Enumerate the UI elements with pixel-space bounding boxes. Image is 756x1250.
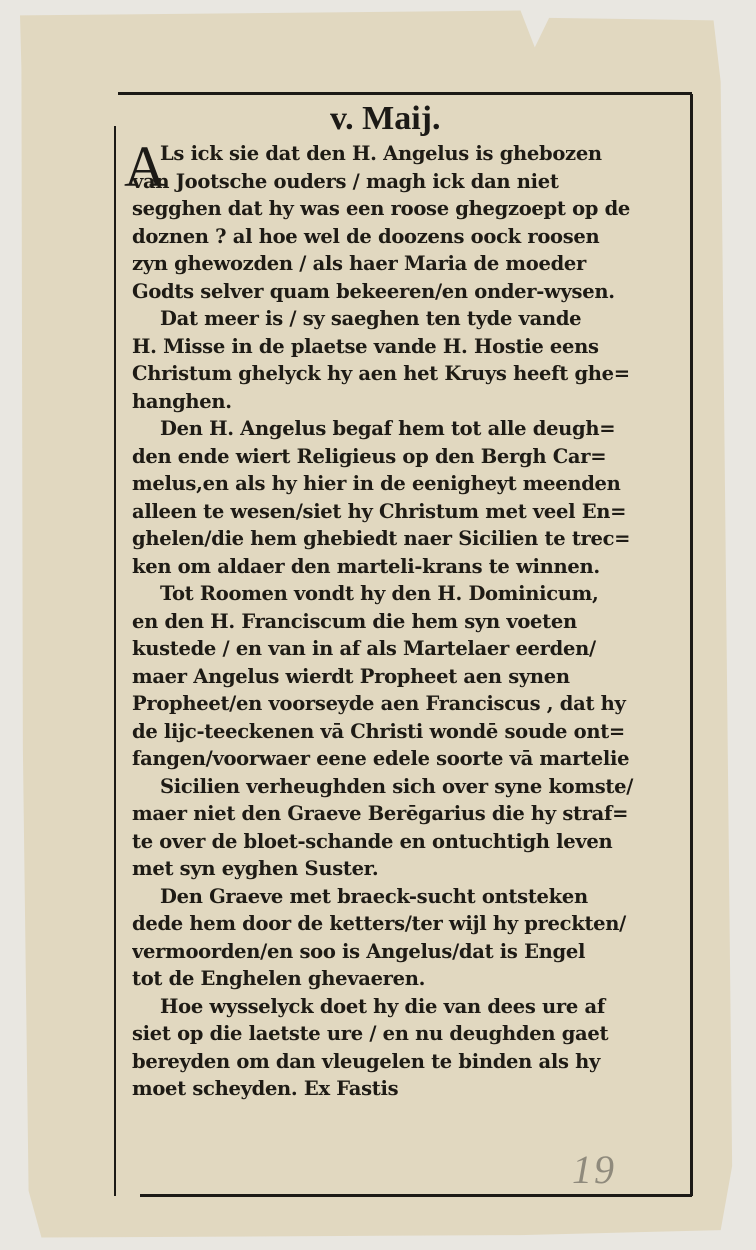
- text-line: en den H. Franciscum die hem syn voeten: [132, 609, 577, 633]
- text-line: met syn eyghen Suster.: [132, 857, 379, 880]
- text-line: Tot Roomen vondt hy den H. Dominicum,: [160, 582, 599, 605]
- text-line: Propheet/en voorseyde aen Franciscus , dat hy: [132, 692, 626, 715]
- text-line: fangen/voorwaer eene edele soorte vā martelie: [132, 747, 630, 770]
- text-line: siet op die laetste ure / en nu deughden gaet: [132, 1022, 609, 1045]
- text-line: ghelen/die hem ghebiedt naer Sicilien te trec=: [132, 527, 631, 550]
- text-line: bereyden om dan vleugelen te binden als hy: [132, 1049, 601, 1073]
- page-heading-date: v. Maij.: [330, 100, 441, 137]
- text-line: te over de bloet-schande en ontuchtigh leven: [132, 829, 613, 853]
- text-line: H. Misse in de plaetse vande H. Hostie eens: [132, 334, 599, 358]
- text-line: segghen dat hy was een roose ghegzoept op de: [132, 197, 631, 220]
- text-line: kustede / en van in af als Martelaer eerden/: [132, 637, 596, 660]
- text-line: ken om aldaer den marteli-krans te winnen.: [132, 554, 600, 578]
- text-line: melus,en als hy hier in de eenigheyt meenden: [132, 472, 621, 495]
- text-line: dede hem door de ketters/ter wijl hy preckten/: [132, 912, 626, 935]
- frame-rule-bottom: [140, 1194, 692, 1197]
- text-line: vermoorden/en soo is Angelus/dat is Engel: [132, 939, 586, 963]
- text-line: tot de Enghelen ghevaeren.: [132, 967, 426, 990]
- body-text: [132, 140, 688, 1103]
- text-line: Godts selver quam bekeeren/en onder-wysen.: [132, 279, 615, 303]
- text-line: van Jootsche ouders / magh ick dan niet: [132, 169, 559, 193]
- text-line: Sicilien verheughden sich over syne komste/: [160, 774, 634, 798]
- text-line: Den Graeve met braeck-sucht ontsteken: [160, 884, 588, 908]
- text-line: alleen te wesen/siet hy Christum met veel En=: [132, 499, 627, 523]
- text-line: Den H. Angelus begaf hem tot alle deugh=: [160, 417, 616, 440]
- text-line: den ende wiert Religieus op den Bergh Car=: [132, 444, 607, 468]
- text-line: Christum ghelyck hy aen het Kruys heeft ghe=: [132, 362, 630, 385]
- drop-capital: A: [124, 134, 166, 199]
- text-line: maer niet den Graeve Berēgarius die hy straf=: [132, 802, 629, 825]
- frame-rule-right: [690, 94, 693, 1196]
- text-line: zyn ghewozden / als haer Maria de moeder: [132, 252, 586, 275]
- text-line: Ls ick sie dat den H. Angelus is ghebozen: [160, 142, 602, 165]
- frame-rule-top: [118, 92, 692, 95]
- text-line: moet scheyden. Ex Fastis: [132, 1077, 399, 1100]
- text-line: de lijc-teeckenen vā Christi wondē soude ont=: [132, 719, 625, 743]
- text-line: doznen ? al hoe wel de doozens oock roosen: [132, 224, 600, 248]
- handwritten-annotation: 19: [572, 1147, 616, 1192]
- text-line: Dat meer is / sy saeghen ten tyde vande: [160, 307, 582, 330]
- text-line: Hoe wysselyck doet hy die van dees ure af: [160, 994, 605, 1018]
- text-line: hanghen.: [132, 389, 232, 413]
- text-line: maer Angelus wierdt Propheet aen synen: [132, 664, 570, 688]
- frame-rule-left: [114, 126, 116, 1196]
